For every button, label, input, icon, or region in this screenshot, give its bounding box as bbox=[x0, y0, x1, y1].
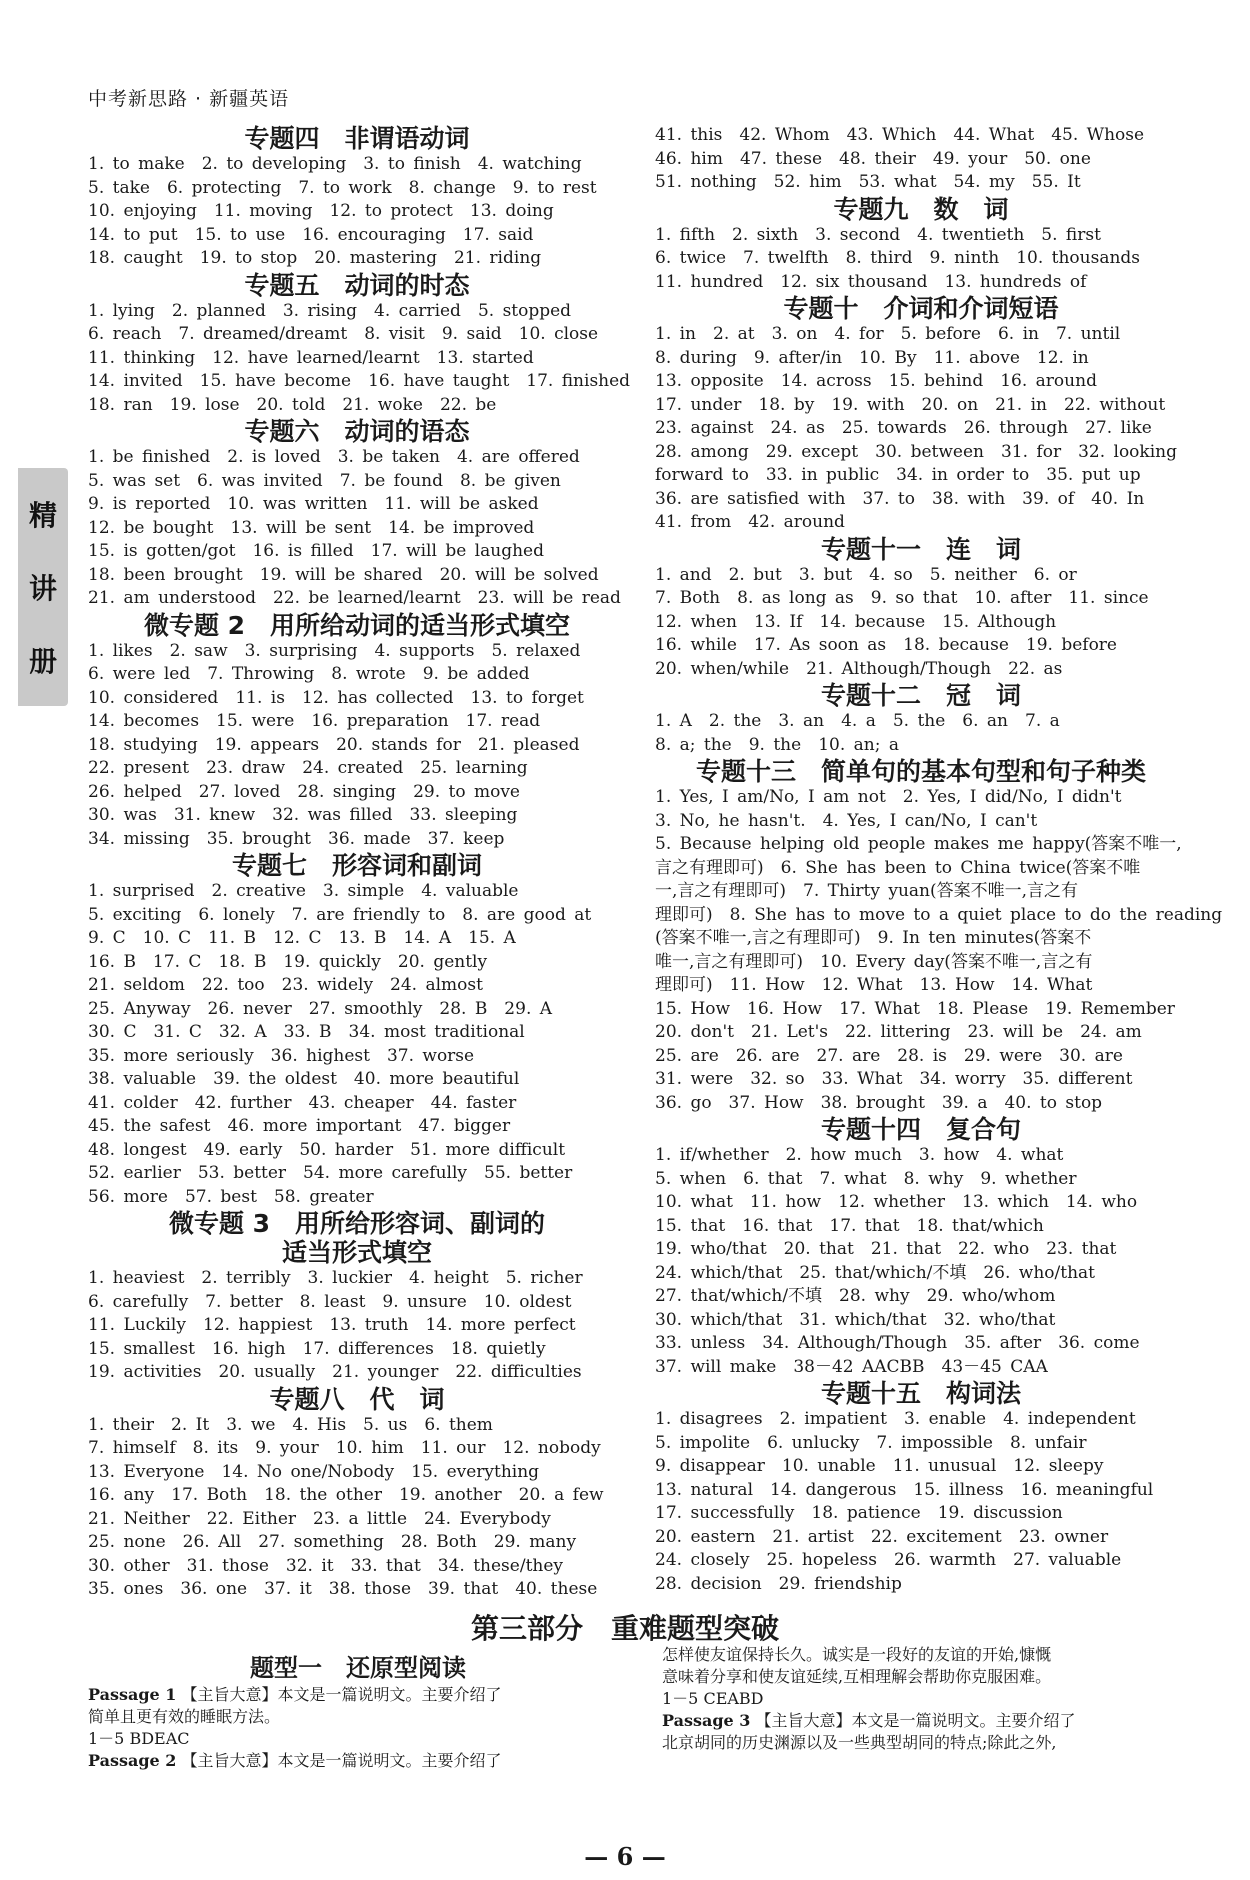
answer-line: 5. Because helping old people makes me happy(答案不唯一, bbox=[655, 834, 1182, 854]
answer-line: 25. Anyway 26. never 27. smoothly 28. B 29. A bbox=[88, 998, 553, 1019]
passage-line bbox=[88, 1706, 628, 1728]
answer-line: 6. reach 7. dreamed/dreamt 8. visit 9. said 10. close bbox=[88, 324, 599, 344]
passage-line bbox=[88, 1728, 628, 1750]
answer-line: 10. what 11. how 12. whether 13. which 14. who bbox=[655, 1192, 1138, 1212]
answer-line: 35. ones 36. one 37. it 38. those 39. that 40. these bbox=[88, 1579, 598, 1599]
answer-line: 22. present 23. draw 24. created 25. learning bbox=[88, 758, 528, 778]
answer-line: 33. unless 34. Although/Though 35. after 36. come bbox=[655, 1333, 1140, 1353]
answer-line: 1. and 2. but 3. but 4. so 5. neither 6. or bbox=[655, 564, 1077, 585]
passage-label: Passage 3 bbox=[662, 1711, 751, 1730]
answer-line: 1. Yes, I am/No, I am not 2. Yes, I did/No, I didn't bbox=[655, 787, 1122, 807]
answer-line: 14. invited 15. have become 16. have taught 17. finished bbox=[88, 371, 631, 391]
answer-column-right bbox=[655, 124, 1223, 1596]
section-heading: 适当形式填空 bbox=[281, 1238, 432, 1267]
answer-line: 5. when 6. that 7. what 8. why 9. whether bbox=[655, 1168, 1077, 1189]
section-heading: 微专题 2 用所给动词的适当形式填空 bbox=[143, 610, 571, 640]
answer-line: 1. heaviest 2. terribly 3. luckier 4. height 5. richer bbox=[88, 1268, 583, 1288]
answer-line: 10. considered 11. is 12. has collected 13. to forget bbox=[88, 687, 584, 708]
answer-line: 12. when 13. If 14. because 15. Although bbox=[655, 611, 1057, 632]
answer-line: 45. the safest 46. more important 47. bigger bbox=[88, 1116, 511, 1136]
answer-line: 9. C 10. C 11. B 12. C 13. B 14. A 15. A bbox=[88, 928, 516, 948]
answer-line: 19. activities 20. usually 21. younger 22. difficulties bbox=[88, 1362, 582, 1382]
passage-line bbox=[662, 1666, 1192, 1688]
answer-line: 5. was set 6. was invited 7. be found 8. be given bbox=[88, 470, 561, 491]
answer-line: 10. enjoying 11. moving 12. to protect 13. doing bbox=[88, 201, 554, 221]
answer-line: 1. A 2. the 3. an 4. a 5. the 6. an 7. a bbox=[655, 711, 1060, 731]
answer-line: 48. longest 49. early 50. harder 51. more difficult bbox=[88, 1139, 566, 1160]
answer-line: 1. in 2. at 3. on 4. for 5. before 6. in 7. until bbox=[655, 324, 1121, 344]
running-head: 中考新思路 · 新疆英语 bbox=[88, 88, 290, 110]
section-heading: 专题十四 复合句 bbox=[820, 1115, 1021, 1144]
answer-line: 30. C 31. C 32. A 33. B 34. most traditional bbox=[88, 1022, 525, 1042]
passage-text: 1－5 CEABD bbox=[662, 1689, 764, 1708]
side-tab bbox=[18, 468, 68, 706]
answer-line: 12. be bought 13. will be sent 14. be improved bbox=[88, 517, 535, 538]
answer-line: 3. No, he hasn't. 4. Yes, I can/No, I can't bbox=[655, 810, 1038, 831]
part-title: 第三部分 重难题型突破 bbox=[470, 1612, 779, 1645]
answer-line: 7. Both 8. as long as 9. so that 10. after 11. since bbox=[655, 588, 1149, 608]
answer-line: 20. eastern 21. artist 22. excitement 23. owner bbox=[655, 1526, 1109, 1547]
answer-line: 17. successfully 18. patience 19. discussion bbox=[655, 1503, 1063, 1523]
section-heading: 专题四 非谓语动词 bbox=[244, 124, 470, 153]
answer-line: 14. to put 15. to use 16. encouraging 17. said bbox=[88, 224, 534, 245]
answer-line: 38. valuable 39. the oldest 40. more beautiful bbox=[88, 1069, 520, 1089]
passage-line bbox=[662, 1644, 1192, 1666]
side-tab-char: 讲 bbox=[28, 571, 57, 605]
answer-line: 9. disappear 10. unable 11. unusual 12. sleepy bbox=[655, 1456, 1104, 1476]
answer-line: 15. that 16. that 17. that 18. that/which bbox=[655, 1215, 1044, 1236]
part-three-left bbox=[88, 1652, 628, 1772]
answer-line: 24. closely 25. hopeless 26. warmth 27. valuable bbox=[655, 1550, 1122, 1570]
section-heading: 专题十三 简单句的基本句型和句子种类 bbox=[695, 757, 1146, 786]
answer-line: 30. which/that 31. which/that 32. who/that bbox=[655, 1309, 1056, 1330]
answer-line: 16. any 17. Both 18. the other 19. another 20. a few bbox=[88, 1485, 604, 1505]
answer-line: 言之有理即可) 6. She has been to China twice(答案不唯 bbox=[655, 857, 1141, 878]
answer-line: 24. which/that 25. that/which/不填 26. who/that bbox=[655, 1262, 1096, 1283]
passage-text: 怎样使友谊保持长久。诚实是一段好的友谊的开始,慷慨 bbox=[662, 1645, 1052, 1664]
answer-line: 1. surprised 2. creative 3. simple 4. valuable bbox=[88, 881, 519, 901]
answer-line: 18. ran 19. lose 20. told 21. woke 22. be bbox=[88, 394, 497, 415]
section-heading: 专题八 代 词 bbox=[269, 1384, 445, 1414]
answer-line: 51. nothing 52. him 53. what 54. my 55. It bbox=[655, 172, 1081, 192]
answer-line: 25. none 26. All 27. something 28. Both 29. many bbox=[88, 1532, 577, 1552]
answer-line: 11. Luckily 12. happiest 13. truth 14. more perfect bbox=[88, 1315, 576, 1335]
passage-line bbox=[662, 1710, 1192, 1732]
answer-line: 15. How 16. How 17. What 18. Please 19. Remember bbox=[655, 998, 1175, 1019]
answer-line: 13. natural 14. dangerous 15. illness 16. meaningful bbox=[655, 1479, 1154, 1500]
passage-text: 北京胡同的历史渊源以及一些典型胡同的特点;除此之外, bbox=[662, 1733, 1057, 1752]
answer-line: 15. smallest 16. high 17. differences 18. quietly bbox=[88, 1338, 546, 1359]
side-tab-char: 册 bbox=[28, 644, 57, 678]
section-heading: 专题九 数 词 bbox=[833, 194, 1009, 224]
passage-text: 【主旨大意】本文是一篇说明文。主要介绍了 bbox=[181, 1685, 502, 1704]
passage-text: 简单且更有效的睡眠方法。 bbox=[88, 1707, 281, 1726]
section-heading: 专题五 动词的时态 bbox=[244, 270, 470, 300]
passage-line bbox=[88, 1684, 628, 1706]
answer-line: 1. likes 2. saw 3. surprising 4. supports 5. relaxed bbox=[88, 640, 581, 661]
answer-line: 5. take 6. protecting 7. to work 8. change 9. to rest bbox=[88, 177, 597, 198]
answer-line: 31. were 32. so 33. What 34. worry 35. different bbox=[655, 1069, 1133, 1089]
passage-label: Passage 1 bbox=[88, 1685, 177, 1704]
answer-line: 理即可) 11. How 12. What 13. How 14. What bbox=[655, 975, 1093, 995]
answer-line: 41. from 42. around bbox=[655, 512, 845, 532]
answer-line: 1. lying 2. planned 3. rising 4. carried 5. stopped bbox=[88, 300, 572, 321]
answer-line: 1. fifth 2. sixth 3. second 4. twentieth 5. first bbox=[655, 224, 1101, 245]
side-tab-char: 精 bbox=[28, 499, 57, 533]
answer-line: 6. were led 7. Throwing 8. wrote 9. be added bbox=[88, 664, 530, 684]
section-heading: 专题七 形容词和副词 bbox=[231, 851, 482, 880]
answer-line: (答案不唯一,言之有理即可) 9. In ten minutes(答案不 bbox=[655, 928, 1092, 948]
section-heading: 专题六 动词的语态 bbox=[244, 417, 470, 446]
answer-line: 17. under 18. by 19. with 20. on 21. in 22. without bbox=[655, 394, 1166, 415]
section-title: 题型一 还原型阅读 bbox=[250, 1654, 466, 1682]
answer-line: 30. other 31. those 32. it 33. that 34. these/they bbox=[88, 1555, 564, 1576]
answer-line: 1. be finished 2. is loved 3. be taken 4. are offered bbox=[88, 447, 580, 467]
answer-line: 11. hundred 12. six thousand 13. hundreds of bbox=[655, 271, 1087, 292]
answer-line: 36. are satisfied with 37. to 38. with 39. of 40. In bbox=[655, 488, 1145, 509]
section-heading: 专题十 介词和介词短语 bbox=[783, 294, 1059, 323]
passage-text: 意味着分享和使友谊延续,互相理解会帮助你克服困难。 bbox=[662, 1667, 1052, 1686]
answer-line: 5. exciting 6. lonely 7. are friendly to 8. are good at bbox=[88, 904, 592, 925]
answer-line: 35. more seriously 36. highest 37. worse bbox=[88, 1045, 475, 1066]
passage-line bbox=[662, 1732, 1192, 1754]
answer-line: 28. among 29. except 30. between 31. for 32. looking bbox=[655, 441, 1177, 462]
answer-line: 21. seldom 22. too 23. widely 24. almost bbox=[88, 975, 483, 995]
answer-line: 一,言之有理即可) 7. Thirty yuan(答案不唯一,言之有 bbox=[655, 881, 1079, 901]
answer-line: 26. helped 27. loved 28. singing 29. to move bbox=[88, 781, 520, 802]
answer-line: 56. more 57. best 58. greater bbox=[88, 1186, 374, 1207]
section-heading: 专题十五 构词法 bbox=[820, 1379, 1021, 1408]
answer-line: 20. when/while 21. Although/Though 22. as bbox=[655, 658, 1063, 679]
answer-line: 13. opposite 14. across 15. behind 16. around bbox=[655, 371, 1097, 391]
answer-line: 1. their 2. It 3. we 4. His 5. us 6. them bbox=[88, 1414, 493, 1435]
answer-line: 16. B 17. C 18. B 19. quickly 20. gently bbox=[88, 951, 488, 972]
section-heading: 专题十一 连 词 bbox=[820, 534, 1021, 564]
answer-line: 37. will make 38－42 AACBB 43－45 CAA bbox=[655, 1356, 1048, 1377]
answer-line: 13. Everyone 14. No one/Nobody 15. everything bbox=[88, 1461, 540, 1482]
passage-line bbox=[88, 1750, 628, 1772]
answer-line: 27. that/which/不填 28. why 29. who/whom bbox=[655, 1286, 1056, 1306]
answer-line: 9. is reported 10. was written 11. will be asked bbox=[88, 494, 539, 514]
answer-line: 30. was 31. knew 32. was filled 33. sleeping bbox=[88, 805, 518, 825]
passage-text: 【主旨大意】本文是一篇说明文。主要介绍了 bbox=[181, 1751, 502, 1770]
answer-line: 6. twice 7. twelfth 8. third 9. ninth 10. thousands bbox=[655, 248, 1141, 268]
answer-column-left bbox=[88, 124, 631, 1602]
answer-line: forward to 33. in public 34. in order to 35. put up bbox=[655, 465, 1141, 485]
answer-line: 11. thinking 12. have learned/learnt 13. started bbox=[88, 347, 534, 368]
answer-line: 1. to make 2. to developing 3. to finish 4. watching bbox=[88, 154, 582, 174]
answer-line: 8. during 9. after/in 10. By 11. above 12. in bbox=[655, 347, 1089, 368]
answer-line: 16. while 17. As soon as 18. because 19. before bbox=[655, 635, 1117, 655]
answer-line: 36. go 37. How 38. brought 39. a 40. to stop bbox=[655, 1092, 1103, 1113]
section-heading: 专题十二 冠 词 bbox=[820, 681, 1021, 710]
answer-line: 7. himself 8. its 9. your 10. him 11. our 12. nobody bbox=[88, 1438, 601, 1458]
answer-line: 34. missing 35. brought 36. made 37. keep bbox=[88, 828, 505, 849]
answer-line: 21. Neither 22. Either 23. a little 24. Everybody bbox=[88, 1508, 551, 1529]
passage-text: 1－5 BDEAC bbox=[88, 1729, 190, 1748]
answer-line: 23. against 24. as 25. towards 26. through 27. like bbox=[655, 418, 1152, 438]
passage-line bbox=[662, 1688, 1192, 1710]
answer-line: 46. him 47. these 48. their 49. your 50. one bbox=[655, 148, 1091, 169]
answer-line: 41. this 42. Whom 43. Which 44. What 45. Whose bbox=[655, 125, 1145, 145]
answer-line: 1. disagrees 2. impatient 3. enable 4. independent bbox=[655, 1409, 1136, 1429]
passage-label: Passage 2 bbox=[88, 1751, 177, 1770]
answer-line: 15. is gotten/got 16. is filled 17. will be laughed bbox=[88, 541, 544, 561]
answer-line: 6. carefully 7. better 8. least 9. unsure 10. oldest bbox=[88, 1291, 572, 1312]
answer-line: 1. if/whether 2. how much 3. how 4. what bbox=[655, 1145, 1064, 1165]
page-number: — 6 — bbox=[584, 1842, 666, 1871]
passage-text: 【主旨大意】本文是一篇说明文。主要介绍了 bbox=[755, 1711, 1076, 1730]
answer-line: 21. am understood 22. be learned/learnt 23. will be read bbox=[88, 588, 621, 608]
section-heading: 微专题 3 用所给形容词、副词的 bbox=[168, 1209, 546, 1238]
answer-line: 19. who/that 20. that 21. that 22. who 23. that bbox=[655, 1239, 1117, 1259]
answer-line: 18. studying 19. appears 20. stands for 21. pleased bbox=[88, 734, 580, 755]
answer-line: 28. decision 29. friendship bbox=[655, 1573, 902, 1594]
answer-line: 25. are 26. are 27. are 28. is 29. were 30. are bbox=[655, 1045, 1123, 1066]
answer-line: 18. been brought 19. will be shared 20. will be solved bbox=[88, 564, 599, 585]
answer-line: 18. caught 19. to stop 20. mastering 21. riding bbox=[88, 248, 542, 268]
answer-line: 5. impolite 6. unlucky 7. impossible 8. unfair bbox=[655, 1432, 1087, 1453]
answer-line: 20. don't 21. Let's 22. littering 23. will be 24. am bbox=[655, 1022, 1142, 1042]
answer-line: 理即可) 8. She has to move to a quiet place to do the reading bbox=[655, 904, 1223, 925]
answer-line: 52. earlier 53. better 54. more carefully 55. better bbox=[88, 1163, 573, 1183]
answer-line: 14. becomes 15. were 16. preparation 17. read bbox=[88, 711, 541, 731]
answer-line: 唯一,言之有理即可) 10. Every day(答案不唯一,言之有 bbox=[655, 951, 1093, 972]
answer-line: 8. a; the 9. the 10. an; a bbox=[655, 734, 899, 755]
answer-line: 41. colder 42. further 43. cheaper 44. faster bbox=[88, 1092, 517, 1113]
part-three-right bbox=[662, 1644, 1192, 1754]
